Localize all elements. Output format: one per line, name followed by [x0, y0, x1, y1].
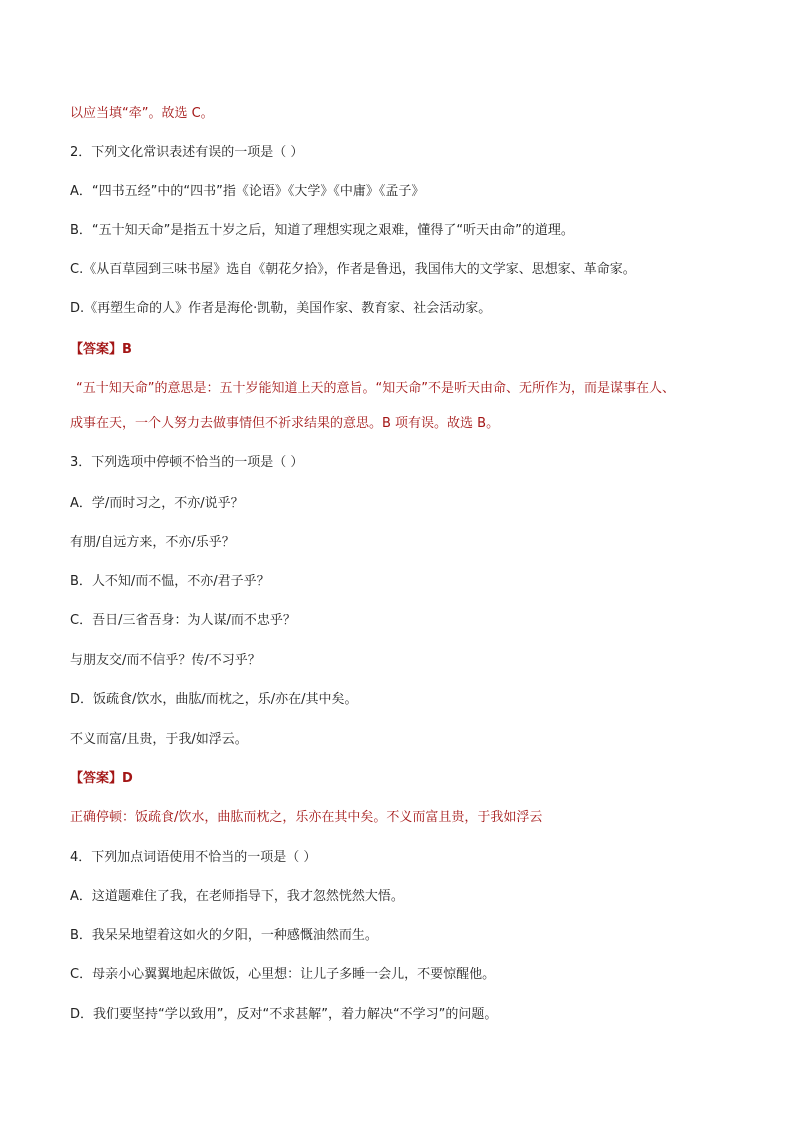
question-2-option-c: C.《从百草园到三味书屋》选自《朝花夕拾》，作者是鲁迅，我国伟大的文学家、思想家、革命家。 [70, 262, 636, 277]
question-2-option-a: A．“四书五经”中的“四书”指《论语》《大学》《中庸》《孟子》 [70, 184, 425, 199]
previous-answer-tail: 以应当填“牵”。故选 C。 [70, 106, 214, 121]
question-3-line-b: B．人不知/而不愠，不亦/君子乎？ [70, 574, 270, 589]
question-4-option-d: D．我们要坚持“学以致用”，反对“不求甚解”，着力解决“不学习”的问题。 [70, 1007, 498, 1022]
question-4-option-b: B．我呆呆地望着这如火的夕阳，一种感慨油然而生。 [70, 928, 378, 943]
question-3-line-c1: C．吾日/三省吾身：为人谋/而不忠乎？ [70, 613, 296, 628]
question-2-explanation-line-2: 成事在天，一个人努力去做事情但不祈求结果的意思。B 项有误。故选 B。 [70, 416, 500, 431]
question-4-option-c: C．母亲小心翼翼地起床做饭，心里想：让儿子多睡一会儿，不要惊醒他。 [70, 967, 496, 982]
question-3-explanation: 正确停顿：饭疏食/饮水，曲肱而枕之，乐亦在其中矣。不义而富且贵，于我如浮云 [70, 810, 543, 825]
question-3-line-d2: 不义而富/且贵，于我/如浮云。 [70, 732, 248, 747]
question-2-answer: 【答案】B [70, 342, 132, 357]
question-3-stem: 3．下列选项中停顿不恰当的一项是（ ） [70, 455, 304, 470]
question-3-line-a2: 有朋/自远方来，不亦/乐乎？ [70, 535, 235, 550]
question-2-explanation-line-1: “五十知天命”的意思是：五十岁能知道上天的意旨。“知天命”不是听天由命、无所作为，而是谋事在人、 [76, 381, 675, 396]
question-3-line-d1: D．饭疏食/饮水，曲肱/而枕之，乐/亦在/其中矣。 [70, 692, 358, 707]
question-3-line-a1: A．学/而时习之，不亦/说乎？ [70, 496, 244, 511]
question-2-stem: 2．下列文化常识表述有误的一项是（ ） [70, 145, 304, 160]
question-2-option-b: B．“五十知天命”是指五十岁之后，知道了理想实现之艰难，懂得了“听天由命”的道理。 [70, 223, 574, 238]
question-4-option-a: A．这道题难住了我，在老师指导下，我才忽然恍然大悟。 [70, 889, 404, 904]
question-3-answer: 【答案】D [70, 771, 133, 786]
question-4-stem: 4．下列加点词语使用不恰当的一项是（ ） [70, 850, 317, 865]
question-3-line-c2: 与朋友交/而不信乎？传/不习乎？ [70, 653, 261, 668]
question-2-option-d: D.《再塑生命的人》作者是海伦·凯勒，美国作家、教育家、社会活动家。 [70, 301, 492, 316]
